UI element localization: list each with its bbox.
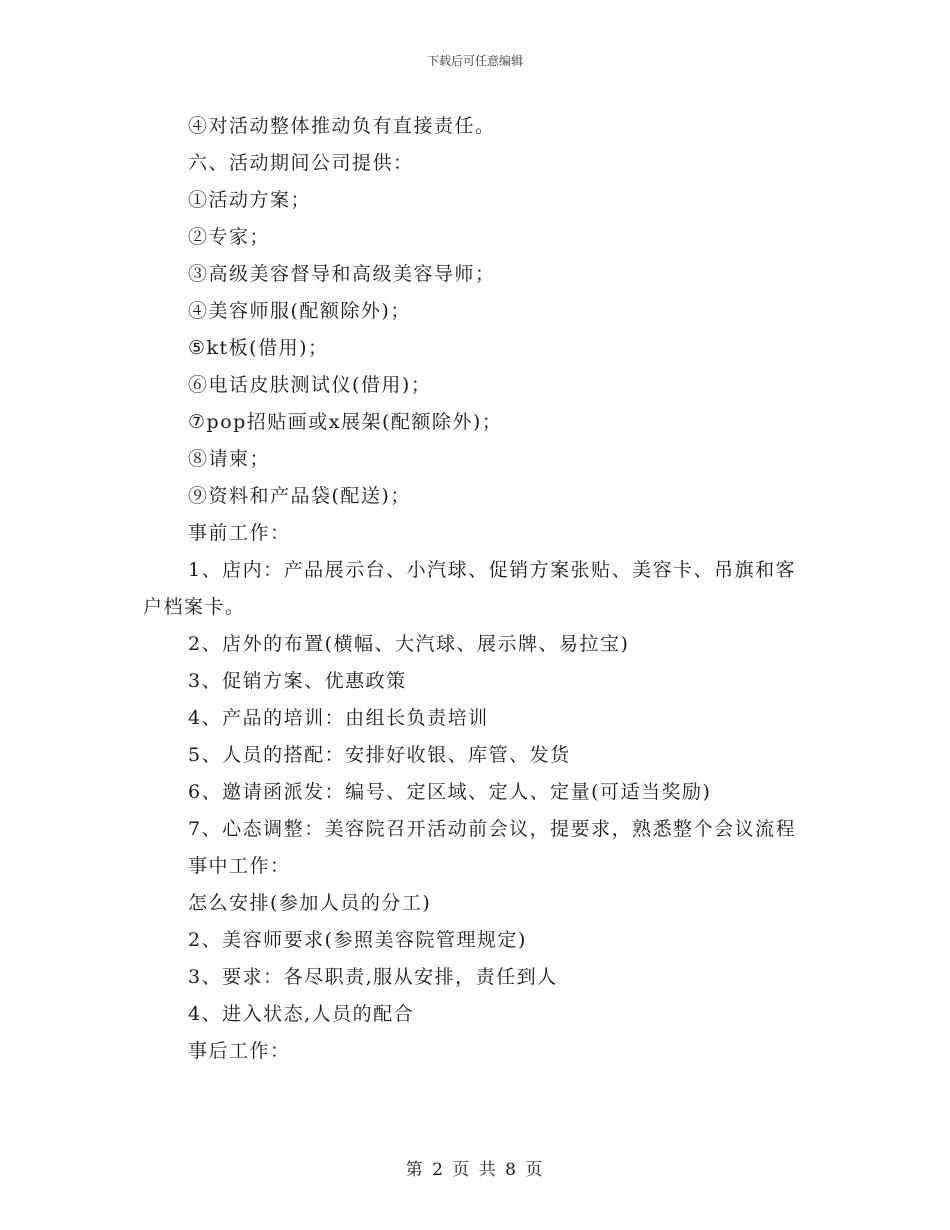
list-item: ⑨资料和产品袋(配送)； — [188, 485, 411, 507]
section-heading: 事后工作： — [188, 1040, 291, 1062]
list-item: 2、店外的布置(横幅、大汽球、展示牌、易拉宝) — [188, 633, 630, 655]
list-item: 怎么安排(参加人员的分工) — [188, 892, 432, 914]
page-footer: 第 2 页 共 8 页 — [405, 1160, 545, 1180]
list-item: ⑥电话皮肤测试仪(借用)； — [188, 374, 432, 396]
list-item: 4、进入状态,人员的配合 — [188, 1003, 415, 1025]
list-item: ⑦pop招贴画或x展架(配额除外)； — [188, 411, 503, 433]
list-item: 4、产品的培训：由组长负责培训 — [188, 707, 489, 729]
list-item: ②专家； — [188, 226, 271, 248]
list-item: ①活动方案； — [188, 189, 312, 211]
list-item: ⑤kt板(借用)； — [188, 337, 329, 359]
list-item: ⑧请柬； — [188, 448, 271, 470]
body-text — [143, 108, 815, 1070]
section-heading: 事中工作： — [188, 855, 291, 877]
list-item: 7、心态调整：美容院召开活动前会议，提要求，熟悉整个会议流程 — [188, 818, 797, 840]
list-item: 1、店内：产品展示台、小汽球、促销方案张贴、美容卡、吊旗和客户档案卡。 — [143, 559, 797, 618]
paragraph: ④对活动整体推动负有直接责任。 — [188, 115, 496, 137]
list-item: 3、促销方案、优惠政策 — [188, 670, 407, 692]
list-item: ③高级美容督导和高级美容导师； — [188, 263, 496, 285]
list-item: ④美容师服(配额除外)； — [188, 300, 411, 322]
list-item: 3、要求：各尽职责,服从安排，责任到人 — [188, 966, 558, 988]
page-header: 下载后可任意编辑 — [426, 54, 523, 68]
list-item: 6、邀请函派发：编号、定区域、定人、定量(可适当奖励) — [188, 781, 712, 803]
section-heading: 事前工作： — [188, 522, 291, 544]
section-heading: 六、活动期间公司提供： — [188, 152, 414, 174]
list-item: 2、美容师要求(参照美容院管理规定) — [188, 929, 527, 951]
list-item: 5、人员的搭配：安排好收银、库管、发货 — [188, 744, 571, 766]
